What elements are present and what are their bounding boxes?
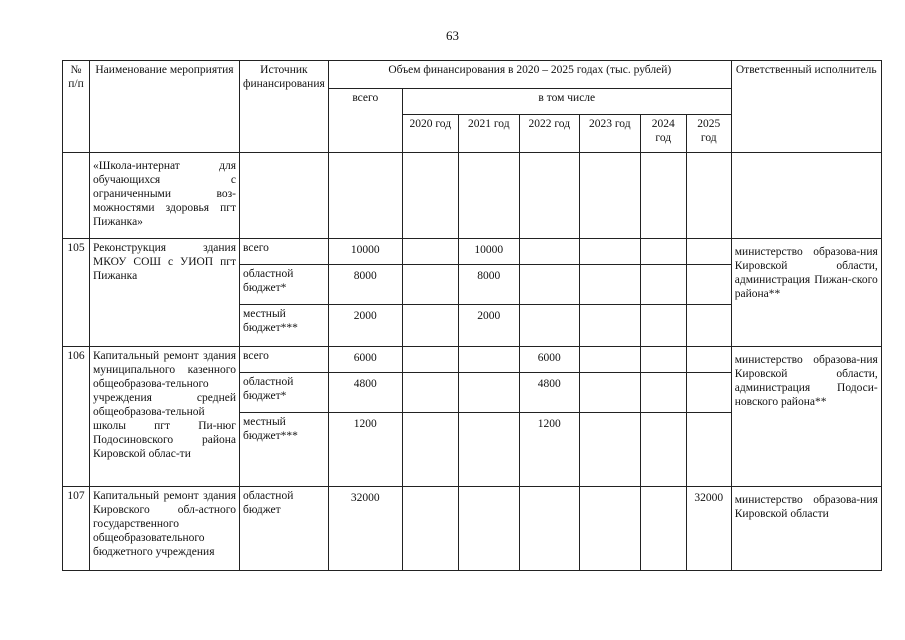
header-year-2024: 2024 год (640, 115, 686, 153)
cell-2020 (402, 373, 458, 413)
cell-2024 (640, 239, 686, 265)
cell-source: всего (240, 239, 329, 265)
cell-2022: 1200 (519, 413, 579, 487)
cell-empty (402, 153, 458, 239)
cell-num (63, 153, 90, 239)
cell-2024 (640, 413, 686, 487)
cell-2023 (579, 347, 640, 373)
cell-2025 (686, 305, 731, 347)
cell-2025 (686, 265, 731, 305)
cell-2021: 10000 (458, 239, 519, 265)
header-total: всего (328, 89, 402, 153)
header-num: № п/п (63, 61, 90, 153)
cell-2022: 6000 (519, 347, 579, 373)
cell-total: 32000 (328, 487, 402, 571)
header-source: Источник финансирования (240, 61, 329, 153)
cell-2023 (579, 487, 640, 571)
cell-2023 (579, 413, 640, 487)
header-including: в том числе (402, 89, 731, 115)
cell-2020 (402, 239, 458, 265)
cell-total: 1200 (328, 413, 402, 487)
cell-2022 (519, 305, 579, 347)
cell-2021 (458, 487, 519, 571)
cell-source: областной бюджет* (240, 265, 329, 305)
table-row (63, 347, 882, 373)
cell-total: 4800 (328, 373, 402, 413)
cell-empty (328, 153, 402, 239)
cell-source: областной бюджет* (240, 373, 329, 413)
cell-2020 (402, 413, 458, 487)
table-row (63, 487, 882, 571)
table-row (63, 239, 882, 265)
cell-2023 (579, 239, 640, 265)
cell-2020 (402, 265, 458, 305)
cell-2023 (579, 305, 640, 347)
cell-2021 (458, 373, 519, 413)
cell-2025 (686, 347, 731, 373)
cell-num: 107 (63, 487, 90, 571)
page-number: 63 (446, 28, 459, 43)
cell-2020 (402, 347, 458, 373)
cell-responsible: министерство образова-ния Кировской области (731, 487, 881, 571)
cell-2022 (519, 265, 579, 305)
cell-2021 (458, 413, 519, 487)
cell-empty (686, 153, 731, 239)
cell-2022 (519, 239, 579, 265)
cell-name: Капитальный ремонт здания Кировского обл-астного государственного общеобразовательного бюджетного учреждения (90, 487, 240, 571)
header-year-2020: 2020 год (402, 115, 458, 153)
table-row (63, 153, 882, 239)
cell-name: Капитальный ремонт здания муниципального казенного общеобразова-тельного учреждения средней общеобразова-тельной школы пгт Пи-нюг Подосиновского района Кировской облас-ти (90, 347, 240, 487)
header-name: Наименование мероприятия (90, 61, 240, 153)
cell-name: Реконструкция здания МКОУ СОШ с УИОП пгт Пижанка (90, 239, 240, 347)
cell-source: всего (240, 347, 329, 373)
cell-empty (519, 153, 579, 239)
cell-2021: 2000 (458, 305, 519, 347)
cell-responsible: министерство образова-ния Кировской области, администрация Подоси-новского района** (731, 347, 881, 487)
cell-2025: 32000 (686, 487, 731, 571)
header-responsible: Ответственный исполнитель (731, 61, 881, 153)
cell-2024 (640, 265, 686, 305)
cell-2025 (686, 413, 731, 487)
cell-2024 (640, 373, 686, 413)
cell-2023 (579, 265, 640, 305)
cell-source: областной бюджет (240, 487, 329, 571)
cell-2020 (402, 487, 458, 571)
cell-name: «Школа-интернат для обучающихся с ограниченными воз-можностями здоровья пгт Пижанка» (90, 153, 240, 239)
cell-num: 106 (63, 347, 90, 487)
cell-2023 (579, 373, 640, 413)
cell-total: 2000 (328, 305, 402, 347)
cell-empty (458, 153, 519, 239)
cell-2021 (458, 347, 519, 373)
header-year-2022: 2022 год (519, 115, 579, 153)
cell-2022: 4800 (519, 373, 579, 413)
cell-2025 (686, 373, 731, 413)
cell-empty (240, 153, 329, 239)
cell-2024 (640, 305, 686, 347)
cell-source: местный бюджет*** (240, 305, 329, 347)
cell-2024 (640, 487, 686, 571)
cell-2022 (519, 487, 579, 571)
cell-total: 8000 (328, 265, 402, 305)
cell-empty (579, 153, 640, 239)
cell-empty (640, 153, 686, 239)
financing-table (62, 60, 882, 571)
header-year-2021: 2021 год (458, 115, 519, 153)
cell-total: 6000 (328, 347, 402, 373)
header-year-2025: 2025 год (686, 115, 731, 153)
cell-2021: 8000 (458, 265, 519, 305)
cell-num: 105 (63, 239, 90, 347)
cell-total: 10000 (328, 239, 402, 265)
cell-2020 (402, 305, 458, 347)
cell-2024 (640, 347, 686, 373)
cell-2025 (686, 239, 731, 265)
header-volume: Объем финансирования в 2020 – 2025 годах (тыс. рублей) (328, 61, 731, 89)
cell-responsible: министерство образова-ния Кировской области, администрация Пижан-ского района** (731, 239, 881, 347)
cell-source: местный бюджет*** (240, 413, 329, 487)
cell-empty (731, 153, 881, 239)
header-year-2023: 2023 год (579, 115, 640, 153)
